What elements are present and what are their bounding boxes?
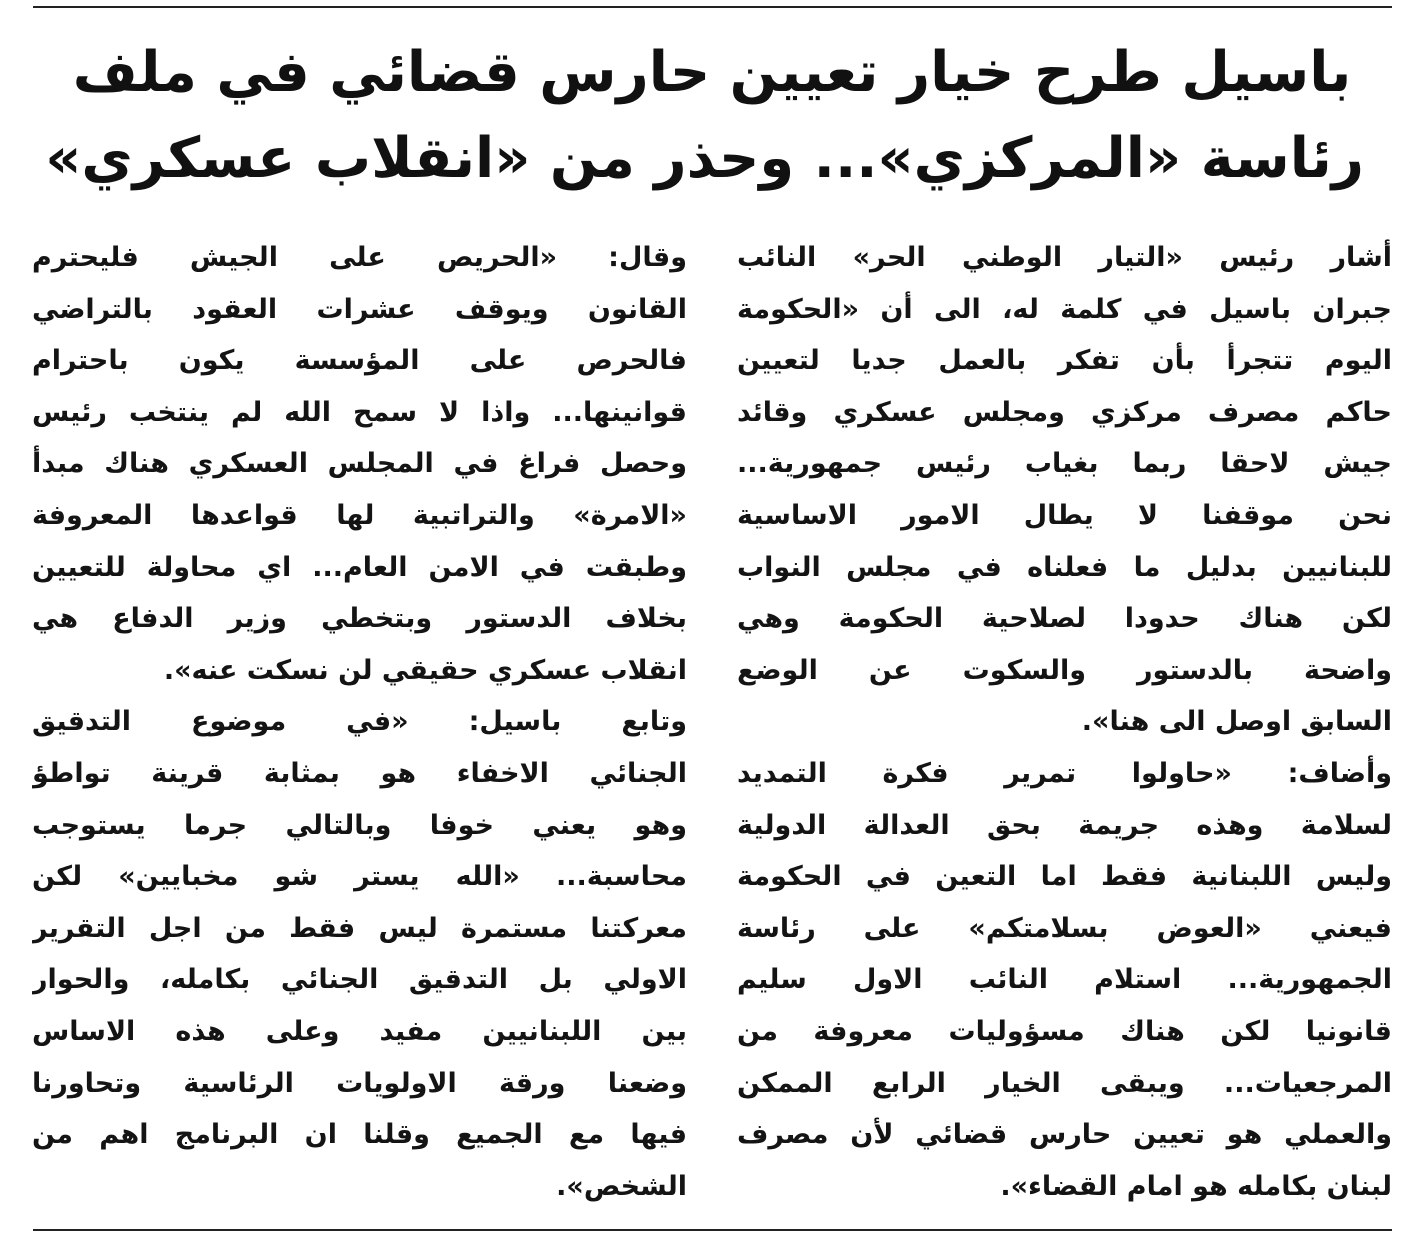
headline — [45, 30, 1364, 202]
text-line: لكن هناك حدودا لصلاحية الحكومة وهي — [737, 603, 1392, 635]
text-line: الجمهورية... استلام النائب الاول سليم — [737, 964, 1392, 996]
headline-line-2: رئاسة «المركزي»... وحذر من «انقلاب عسكري» — [45, 126, 1364, 191]
text-line: فالحرص على المؤسسة يكون باحترام — [32, 345, 687, 377]
text-line: حاكم مصرف مركزي ومجلس عسكري وقائد — [737, 396, 1392, 428]
text-line: قوانينها... واذا لا سمح الله لم ينتخب رئيس — [32, 396, 687, 428]
text-line: محاسبة... «الله يستر شو مخبايين» لكن — [32, 861, 687, 893]
text-line: وتابع باسيل: «في موضوع التدقيق — [32, 706, 687, 738]
text-line: اليوم تتجرأ بأن تفكر بالعمل جديا لتعيين — [737, 345, 1392, 377]
text-line: فيها مع الجميع وقلنا ان البرنامج اهم من — [32, 1119, 687, 1151]
text-line: واضحة بالدستور والسكوت عن الوضع — [737, 654, 1392, 686]
text-line: وليس اللبنانية فقط اما التعين في الحكومة — [737, 861, 1392, 893]
headline-line-1: باسيل طرح خيار تعيين حارس قضائي في ملف — [72, 40, 1352, 105]
text-line: جبران باسيل في كلمة له، الى أن «الحكومة — [737, 293, 1392, 325]
text-line: وقال: «الحريص على الجيش فليحترم — [32, 242, 687, 273]
paragraph-end-line: انقلاب عسكري حقيقي لن نسكت عنه». — [163, 654, 687, 686]
text-line: القانون ويوقف عشرات العقود بالتراضي — [32, 293, 687, 325]
text-line: وطبقت في الامن العام... اي محاولة للتعيين — [32, 551, 687, 583]
article-column-right — [737, 232, 1392, 1212]
text-line: بين اللبنانيين مفيد وعلى هذه الاساس — [32, 1015, 687, 1047]
text-line: جيش لاحقا ربما بغياب رئيس جمهورية... — [737, 448, 1392, 480]
text-line: الجنائي الاخفاء هو بمثابة قرينة تواطؤ — [32, 757, 687, 789]
paragraph-end-line: لبنان بكامله هو امام القضاء». — [1000, 1170, 1392, 1202]
text-line: لسلامة وهذه جريمة بحق العدالة الدولية — [737, 809, 1392, 841]
text-line: وضعنا ورقة الاولويات الرئاسية وتحاورنا — [32, 1067, 687, 1099]
text-line: معركتنا مستمرة ليس فقط من اجل التقرير — [32, 912, 687, 944]
bottom-rule — [33, 1229, 1392, 1231]
text-line: فيعني «العوض بسلامتكم» على رئاسة — [737, 912, 1392, 944]
text-line: أشار رئيس «التيار الوطني الحر» النائب — [737, 242, 1392, 273]
text-line: وأضاف: «حاولوا تمرير فكرة التمديد — [737, 757, 1392, 789]
text-line: المرجعيات... ويبقى الخيار الرابع الممكن — [737, 1067, 1392, 1099]
text-line: والعملي هو تعيين حارس قضائي لأن مصرف — [737, 1119, 1392, 1151]
text-line: للبنانيين بدليل ما فعلناه في مجلس النواب — [737, 551, 1392, 583]
paragraph-end-line: السابق اوصل الى هنا». — [1081, 706, 1392, 738]
text-line: قانونيا لكن هناك مسؤوليات معروفة من — [737, 1015, 1392, 1047]
text-line: نحن موقفنا لا يطال الامور الاساسية — [737, 499, 1392, 531]
text-line: بخلاف الدستور وبتخطي وزير الدفاع هي — [32, 603, 687, 635]
text-line: الاولي بل التدقيق الجنائي بكامله، والحوار — [32, 964, 687, 996]
article-column-left — [32, 232, 687, 1212]
paragraph-end-line: الشخص». — [556, 1170, 687, 1202]
top-rule — [33, 6, 1392, 8]
text-line: وحصل فراغ في المجلس العسكري هناك مبدأ — [32, 448, 687, 480]
text-line: وهو يعني خوفا وبالتالي جرما يستوجب — [32, 809, 687, 841]
text-line: «الامرة» والتراتبية لها قواعدها المعروفة — [32, 499, 687, 531]
